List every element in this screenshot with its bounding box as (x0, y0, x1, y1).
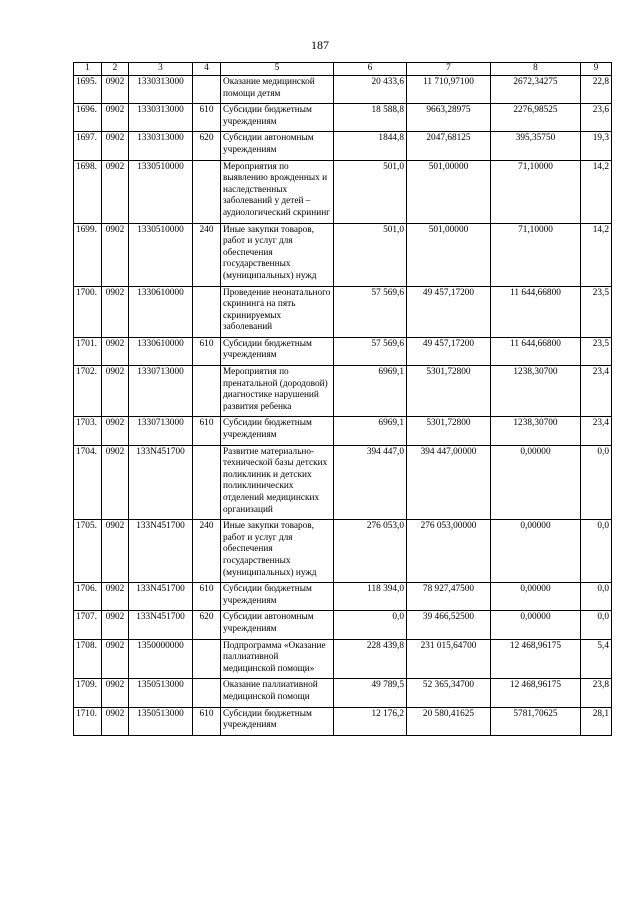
value-col8-cell: 11 644,66800 (491, 286, 581, 337)
value-col9-cell: 0,0 (581, 583, 612, 611)
target-article-cell: 1330313000 (129, 132, 193, 160)
value-col7-cell: 39 466,52500 (407, 611, 491, 639)
value-col7-cell: 2047,68125 (407, 132, 491, 160)
target-article-cell: 1330510000 (129, 223, 193, 286)
column-header: 1 (74, 63, 102, 76)
target-article-cell: 1350513000 (129, 679, 193, 707)
value-col9-cell: 23,4 (581, 417, 612, 445)
value-col9-cell: 23,5 (581, 286, 612, 337)
column-header: 3 (129, 63, 193, 76)
column-header: 7 (407, 63, 491, 76)
description-cell: Развитие материально-технической базы детских поликлиник и детских поликлинических отделений медицинских организаций (221, 445, 334, 520)
row-number-cell: 1703. (74, 417, 102, 445)
value-col6-cell: 394 447,0 (334, 445, 407, 520)
row-number-cell: 1697. (74, 132, 102, 160)
header-row (74, 63, 612, 76)
value-col9-cell: 14,2 (581, 160, 612, 223)
row-number-cell: 1700. (74, 286, 102, 337)
value-col8-cell: 1238,30700 (491, 366, 581, 417)
expense-type-cell (193, 286, 221, 337)
expense-type-cell: 620 (193, 611, 221, 639)
expense-type-cell: 620 (193, 132, 221, 160)
description-cell: Субсидии бюджетным учреждениям (221, 583, 334, 611)
description-cell: Субсидии бюджетным учреждениям (221, 104, 334, 132)
value-col7-cell: 49 457,17200 (407, 337, 491, 365)
description-cell: Проведение неонатального скрининга на пять скринируемых заболеваний (221, 286, 334, 337)
expense-type-cell (193, 76, 221, 104)
expense-type-cell: 240 (193, 520, 221, 583)
table-row (74, 445, 612, 520)
row-number-cell: 1701. (74, 337, 102, 365)
table-row (74, 520, 612, 583)
description-cell: Субсидии бюджетным учреждениям (221, 707, 334, 735)
column-header: 5 (221, 63, 334, 76)
table-row (74, 132, 612, 160)
value-col6-cell: 501,0 (334, 160, 407, 223)
page-number: 187 (311, 38, 329, 52)
table-row (74, 583, 612, 611)
budget-table (73, 62, 612, 736)
value-col8-cell: 1238,30700 (491, 417, 581, 445)
target-article-cell: 1330510000 (129, 160, 193, 223)
section-code-cell: 0902 (102, 583, 129, 611)
section-code-cell: 0902 (102, 104, 129, 132)
value-col8-cell: 0,00000 (491, 583, 581, 611)
value-col8-cell: 12 468,96175 (491, 639, 581, 679)
table-row (74, 160, 612, 223)
value-col7-cell: 231 015,64700 (407, 639, 491, 679)
value-col6-cell: 276 053,0 (334, 520, 407, 583)
target-article-cell: 133N451700 (129, 445, 193, 520)
value-col9-cell: 22,8 (581, 76, 612, 104)
value-col6-cell: 501,0 (334, 223, 407, 286)
target-article-cell: 1330313000 (129, 104, 193, 132)
column-header: 2 (102, 63, 129, 76)
value-col6-cell: 57 569,6 (334, 337, 407, 365)
value-col7-cell: 5301,72800 (407, 417, 491, 445)
value-col9-cell: 0,0 (581, 611, 612, 639)
section-code-cell: 0902 (102, 611, 129, 639)
value-col7-cell: 52 365,34700 (407, 679, 491, 707)
value-col8-cell: 12 468,96175 (491, 679, 581, 707)
expense-type-cell: 610 (193, 707, 221, 735)
expense-type-cell: 240 (193, 223, 221, 286)
table-row (74, 337, 612, 365)
value-col8-cell: 2672,34275 (491, 76, 581, 104)
table-row (74, 76, 612, 104)
value-col9-cell: 28,1 (581, 707, 612, 735)
target-article-cell: 1330610000 (129, 286, 193, 337)
row-number-cell: 1706. (74, 583, 102, 611)
expense-type-cell (193, 639, 221, 679)
target-article-cell: 1330713000 (129, 366, 193, 417)
value-col9-cell: 23,5 (581, 337, 612, 365)
value-col7-cell: 276 053,00000 (407, 520, 491, 583)
value-col7-cell: 20 580,41625 (407, 707, 491, 735)
column-header: 9 (581, 63, 612, 76)
table-row (74, 286, 612, 337)
description-cell: Иные закупки товаров, работ и услуг для обеспечения государственных (муниципальных) нужд (221, 520, 334, 583)
target-article-cell: 1330610000 (129, 337, 193, 365)
table-row (74, 639, 612, 679)
target-article-cell: 133N451700 (129, 583, 193, 611)
value-col6-cell: 6969,1 (334, 366, 407, 417)
value-col8-cell: 71,10000 (491, 160, 581, 223)
value-col9-cell: 23,4 (581, 366, 612, 417)
value-col7-cell: 394 447,00000 (407, 445, 491, 520)
section-code-cell: 0902 (102, 76, 129, 104)
row-number-cell: 1699. (74, 223, 102, 286)
section-code-cell: 0902 (102, 223, 129, 286)
value-col8-cell: 11 644,66800 (491, 337, 581, 365)
value-col7-cell: 9663,28975 (407, 104, 491, 132)
value-col9-cell: 23,6 (581, 104, 612, 132)
table-row (74, 679, 612, 707)
expense-type-cell: 610 (193, 583, 221, 611)
value-col7-cell: 501,00000 (407, 160, 491, 223)
expense-type-cell: 610 (193, 104, 221, 132)
section-code-cell: 0902 (102, 445, 129, 520)
value-col7-cell: 501,00000 (407, 223, 491, 286)
section-code-cell: 0902 (102, 132, 129, 160)
section-code-cell: 0902 (102, 366, 129, 417)
value-col6-cell: 20 433,6 (334, 76, 407, 104)
value-col8-cell: 5781,70625 (491, 707, 581, 735)
table-row (74, 611, 612, 639)
section-code-cell: 0902 (102, 160, 129, 223)
column-header: 8 (491, 63, 581, 76)
value-col6-cell: 1844,8 (334, 132, 407, 160)
row-number-cell: 1695. (74, 76, 102, 104)
expense-type-cell: 610 (193, 417, 221, 445)
row-number-cell: 1705. (74, 520, 102, 583)
value-col8-cell: 395,35750 (491, 132, 581, 160)
target-article-cell: 133N451700 (129, 520, 193, 583)
row-number-cell: 1704. (74, 445, 102, 520)
value-col8-cell: 71,10000 (491, 223, 581, 286)
value-col8-cell: 0,00000 (491, 520, 581, 583)
value-col7-cell: 11 710,97100 (407, 76, 491, 104)
value-col6-cell: 49 789,5 (334, 679, 407, 707)
value-col6-cell: 0,0 (334, 611, 407, 639)
value-col6-cell: 118 394,0 (334, 583, 407, 611)
value-col9-cell: 14,2 (581, 223, 612, 286)
row-number-cell: 1702. (74, 366, 102, 417)
value-col9-cell: 19,3 (581, 132, 612, 160)
description-cell: Субсидии автономным учреждениям (221, 611, 334, 639)
expense-type-cell (193, 445, 221, 520)
value-col8-cell: 0,00000 (491, 611, 581, 639)
value-col6-cell: 18 588,8 (334, 104, 407, 132)
value-col6-cell: 57 569,6 (334, 286, 407, 337)
expense-type-cell (193, 679, 221, 707)
value-col7-cell: 49 457,17200 (407, 286, 491, 337)
target-article-cell: 1330713000 (129, 417, 193, 445)
value-col9-cell: 5,4 (581, 639, 612, 679)
description-cell: Субсидии автономным учреждениям (221, 132, 334, 160)
value-col9-cell: 0,0 (581, 520, 612, 583)
row-number-cell: 1710. (74, 707, 102, 735)
description-cell: Иные закупки товаров, работ и услуг для обеспечения государственных (муниципальных) нужд (221, 223, 334, 286)
table-row (74, 223, 612, 286)
table-row (74, 707, 612, 735)
row-number-cell: 1708. (74, 639, 102, 679)
value-col6-cell: 12 176,2 (334, 707, 407, 735)
value-col7-cell: 5301,72800 (407, 366, 491, 417)
value-col8-cell: 2276,98525 (491, 104, 581, 132)
section-code-cell: 0902 (102, 679, 129, 707)
description-cell: Мероприятия по выявлению врожденных и наследственных заболеваний у детей – аудиологический скрининг (221, 160, 334, 223)
section-code-cell: 0902 (102, 417, 129, 445)
value-col6-cell: 6969,1 (334, 417, 407, 445)
value-col6-cell: 228 439,8 (334, 639, 407, 679)
section-code-cell: 0902 (102, 707, 129, 735)
section-code-cell: 0902 (102, 520, 129, 583)
table-row (74, 366, 612, 417)
row-number-cell: 1698. (74, 160, 102, 223)
row-number-cell: 1696. (74, 104, 102, 132)
column-header: 4 (193, 63, 221, 76)
target-article-cell: 1350513000 (129, 707, 193, 735)
row-number-cell: 1709. (74, 679, 102, 707)
table-row (74, 104, 612, 132)
value-col9-cell: 23,8 (581, 679, 612, 707)
value-col7-cell: 78 927,47500 (407, 583, 491, 611)
description-cell: Оказание паллиативной медицинской помощи (221, 679, 334, 707)
column-header: 6 (334, 63, 407, 76)
section-code-cell: 0902 (102, 286, 129, 337)
section-code-cell: 0902 (102, 337, 129, 365)
expense-type-cell (193, 366, 221, 417)
expense-type-cell: 610 (193, 337, 221, 365)
description-cell: Субсидии бюджетным учреждениям (221, 337, 334, 365)
description-cell: Мероприятия по пренатальной (дородовой) диагностике нарушений развития ребенка (221, 366, 334, 417)
description-cell: Подпрограмма «Оказание паллиативной медицинской помощи» (221, 639, 334, 679)
table-row (74, 417, 612, 445)
section-code-cell: 0902 (102, 639, 129, 679)
target-article-cell: 133N451700 (129, 611, 193, 639)
description-cell: Оказание медицинской помощи детям (221, 76, 334, 104)
expense-type-cell (193, 160, 221, 223)
row-number-cell: 1707. (74, 611, 102, 639)
target-article-cell: 1330313000 (129, 76, 193, 104)
target-article-cell: 1350000000 (129, 639, 193, 679)
description-cell: Субсидии бюджетным учреждениям (221, 417, 334, 445)
value-col8-cell: 0,00000 (491, 445, 581, 520)
value-col9-cell: 0,0 (581, 445, 612, 520)
